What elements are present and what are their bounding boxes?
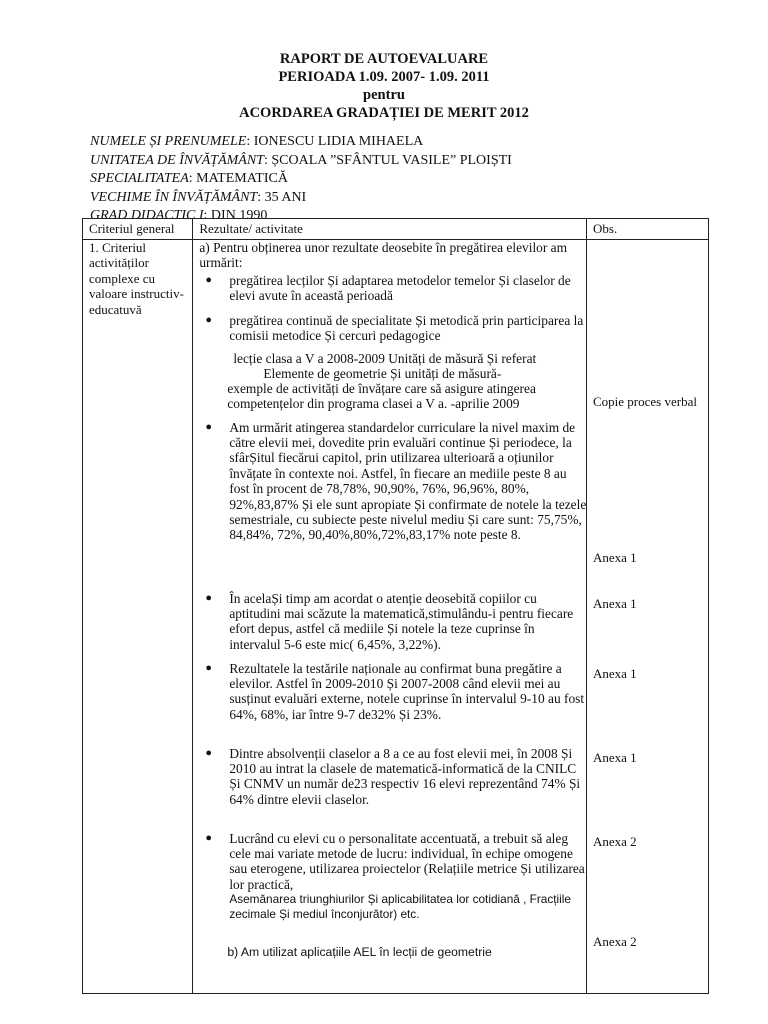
bullet-text-sans: Asemănarea triunghiurilor Și aplicabilitatea lor cotidiană , Fracțiile zecimale Și mediul înconjurător) etc. — [229, 892, 571, 922]
table-row — [83, 239, 709, 993]
unit-row — [90, 152, 512, 171]
seniority-row — [90, 189, 512, 208]
bullet-text: Dintre absolvenții claselor a 8 a ce au fost elevii mei, în 2008 Și 2010 au intrat la clasele de matematică-informatică de la CNILC Și CNMV un număr de23 respectiv 16 elevi reprezentând 74% Și 64% dintre elevii claselor. — [229, 745, 581, 807]
header-criterion: Criteriul general — [83, 219, 193, 240]
bullet-icon: ● — [205, 746, 212, 759]
bullet-text: pregătirea continuă de specialitate Și metodică prin participarea la comisii metodice Și cercuri pedagogice — [229, 312, 584, 343]
obs-note: Anexa 2 — [593, 933, 637, 949]
table-header-row — [83, 219, 709, 240]
obs-note: Anexa 1 — [593, 549, 637, 565]
examples-paragraph: exemple de activități de învățare care să asigure atingerea competențelor din programa clasei a V a. -aprilie 2009 — [227, 380, 536, 411]
bullet-text: Lucrând cu elevi cu o personalitate accentuată, a trebuit să aleg cele mai variate metode de lucru: individual, în echipe omogene sau eterogene, utilizarea proiectelor (Relațiile metrice Și utilizarea lor practică, — [229, 830, 585, 892]
bullet-icon: ● — [205, 591, 212, 604]
header-results: Rezultate/ activitate — [193, 219, 587, 240]
bullet-icon: ● — [205, 661, 212, 674]
spec-row — [90, 170, 512, 189]
report-title — [0, 50, 768, 122]
obs-note: Anexa 1 — [593, 595, 637, 611]
lesson-line: lecție clasa a V a 2008-2009 Unități de măsură Și referat — [233, 350, 537, 366]
obs-note: Copie proces verbal — [593, 393, 697, 409]
header-obs: Obs. — [587, 219, 709, 240]
spec-value: : MATEMATICĂ — [188, 171, 288, 187]
obs-note: Anexa 1 — [593, 665, 637, 681]
title-line-4: ACORDAREA GRADAȚIEI DE MERIT 2012 — [239, 105, 529, 121]
seniority-label: VECHIME ÎN ÎNVĂȚĂMÂNT — [90, 189, 258, 205]
title-line-3: pentru — [363, 87, 405, 103]
lesson-line-2: Elemente de geometrie Și unități de măsură- — [263, 365, 502, 381]
name-row — [90, 133, 512, 152]
results-cell — [193, 239, 587, 993]
bullet-icon: ● — [205, 313, 212, 326]
obs-note: Anexa 2 — [593, 833, 637, 849]
name-label: NUMELE ȘI PRENUMELE — [90, 134, 247, 149]
teacher-info — [90, 133, 512, 226]
grade-value: : DIN 1990 — [203, 208, 268, 224]
evaluation-table — [82, 218, 709, 994]
bullet-icon: ● — [205, 273, 212, 286]
spec-label: SPECIALITATEA — [90, 171, 189, 187]
title-line-2: PERIOADA 1.09. 2007- 1.09. 2011 — [278, 69, 490, 85]
list-item — [205, 745, 587, 808]
list-item — [205, 419, 587, 543]
bullet-text: În acelaȘi timp am acordat o atenție deosebită copiilor cu aptitudini mai scăzute la matematică,stimulându-i pentru fiecare efort depus, astfel că mediile Și notele la teze cuprinse în intervalul 5-6 este mic( 6,45%, 3,22%). — [229, 590, 574, 652]
grade-label: GRAD DIDACTIC I — [90, 208, 204, 224]
bullet-text: Rezultatele la testările naționale au confirmat buna pregătire a elevilor. Astfel în 2009-2010 Și 2007-2008 când elevii mei au susținut evaluări externe, notele cuprinse în intervalul 9-10 au fost 64%, 68%, iar între 9-7 de32% Și 23%. — [229, 660, 585, 722]
obs-note: Anexa 1 — [593, 749, 637, 765]
unit-label: UNITATEA DE ÎNVĂȚĂMÂNT — [90, 152, 264, 168]
bullet-icon: ● — [205, 831, 212, 844]
criterion-text: 1. Criteriul activităților complexe cu valoare instructiv-educatuvă — [89, 239, 184, 317]
list-item — [205, 272, 587, 304]
list-item — [205, 660, 587, 723]
list-item — [205, 830, 587, 923]
item-b: b) Am utilizat aplicațiile AEL în lecții de geometrie — [227, 944, 492, 959]
criterion-cell — [83, 239, 193, 993]
seniority-value: : 35 ANI — [257, 189, 307, 205]
name-value: : IONESCU LIDIA MIHAELA — [246, 134, 424, 149]
bullet-text: pregătirea lecților Și adaptarea metodelor temelor Și claselor de elevi avute în această perioadă — [229, 272, 571, 303]
obs-cell — [587, 239, 709, 993]
bullet-text: Am urmărit atingerea standardelor curriculare la nivel maxim de către elevii mei, dovedite prin evaluări continue Și periodece, la sfârȘitul fiecărui capitol, prin utilizarea ulterioară a oțiunilor învățate în contexte noi. Astfel, în fiecare an mediile peste 8 au fost în procent de 78,78%, 90,90%, 76%, 96,96%, 80%, 92%,83,87% Și ele sunt apropiate Și confirmate de notele la tezele semestriale, cu subiecte peste nivelul mediu Și care sunt: 75,75%, 84,84%, 72%, 90,40%,80%,72%,83,17% note peste 8. — [229, 419, 587, 543]
bullet-icon: ● — [205, 420, 212, 433]
unit-value: : ȘCOALA ”SFÂNTUL VASILE” PLOIȘTI — [263, 152, 512, 168]
list-item — [205, 312, 587, 344]
list-item — [205, 590, 587, 653]
title-line-1: RAPORT DE AUTOEVALUARE — [279, 51, 489, 67]
item-a-intro: a) Pentru obținerea unor rezultate deosebite în pregătirea elevilor am urmărit: — [199, 239, 568, 270]
